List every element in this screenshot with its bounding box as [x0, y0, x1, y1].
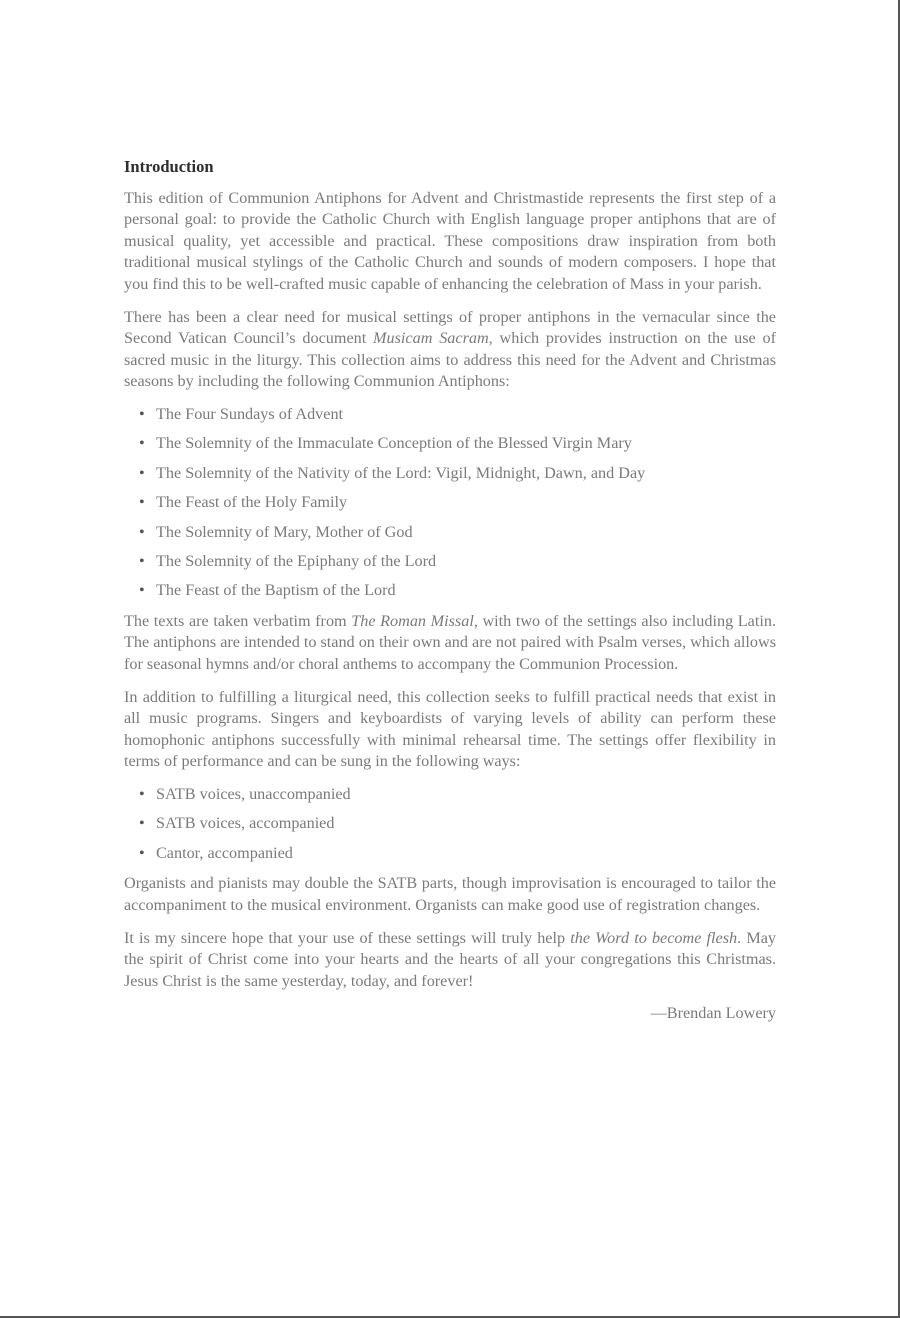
- bullet-icon: •: [139, 463, 145, 482]
- feast-label: The Solemnity of the Epiphany of the Lord: [156, 551, 437, 570]
- feast-label: The Solemnity of the Nativity of the Lord: Vigil, Midnight, Dawn, and Day: [156, 463, 646, 482]
- bullet-icon: •: [139, 404, 145, 423]
- feast-list-item: [124, 551, 776, 573]
- book-title-roman-missal: The Roman Missal: [351, 611, 474, 630]
- paragraph-need: [124, 307, 776, 393]
- feast-list: [124, 404, 776, 602]
- feast-label: The Four Sundays of Advent: [156, 404, 344, 423]
- performance-option-item: [124, 813, 776, 835]
- paragraph-closing-text-2: . May the spirit of Christ come into your hearts and the hearts of all your congregations this Christmas. Jesus Christ is the same yesterday, today, and forever!: [124, 928, 777, 990]
- bullet-icon: •: [139, 581, 145, 600]
- bullet-icon: •: [139, 551, 145, 570]
- bullet-icon: •: [139, 522, 145, 541]
- feast-list-item: [124, 522, 776, 544]
- paragraph-closing: [124, 928, 776, 993]
- paragraph-need-text-2: , which provides instruction on the use of sacred music in the liturgy. This collection aims to address this need for the Advent and Christmas seasons by including the following Communion Antiphons:: [124, 329, 776, 391]
- performance-option-label: Cantor, accompanied: [156, 843, 293, 862]
- paragraph-purpose: This edition of Communion Antiphons for Advent and Christmastide represents the first step of a personal goal: to provide the Catholic Church with English language proper antiphons that are of musical quality, yet accessible and practical. These compositions draw inspiration from both traditional musical stylings of the Catholic Church and sounds of modern composers. I hope that you find this to be well-crafted music capable of enhancing the celebration of Mass in your parish.: [124, 188, 776, 293]
- feast-list-item: [124, 492, 776, 514]
- paragraph-need-text-1: There has been a clear need for musical settings of proper antiphons in the vernacular since the Second Vatican Council’s document: [124, 307, 776, 348]
- feast-label: The Solemnity of the Immaculate Conception of the Blessed Virgin Mary: [156, 434, 632, 453]
- paragraph-accompaniment: Organists and pianists may double the SATB parts, though improvisation is encouraged to tailor the accompaniment to the musical environment. Organists can make good use of registration changes.: [124, 874, 776, 914]
- paragraph-texts-source-text-1: The texts are taken verbatim from: [124, 611, 352, 630]
- paragraph-practical-needs: In addition to fulfilling a liturgical need, this collection seeks to fulfill practical needs that exist in all music programs. Singers and keyboardists of varying levels of ability can perform these homophonic antiphons successfully with minimal rehearsal time. The settings offer flexibility in terms of performance and can be sung in the following ways:: [124, 687, 776, 771]
- paragraph-texts-source: [124, 611, 776, 676]
- feast-list-item: [124, 580, 776, 602]
- introduction-section: [124, 156, 776, 1025]
- paragraph-texts-source-text-2: , with two of the settings also including Latin. The antiphons are intended to stand on their own and are not paired with Psalm verses, which allows for seasonal hymns and/or choral anthems to accompany the Communion Procession.: [124, 611, 777, 674]
- performance-option-item: [124, 843, 776, 865]
- performance-option-item: [124, 784, 776, 806]
- feast-list-item: [124, 463, 776, 485]
- phrase-word-become-flesh: the Word to become flesh: [570, 928, 738, 947]
- bullet-icon: •: [139, 493, 145, 512]
- performance-options-list: [124, 784, 776, 864]
- feast-label: The Feast of the Holy Family: [156, 493, 348, 512]
- section-heading: Introduction: [124, 157, 214, 176]
- paragraph-closing-text-1: It is my sincere hope that your use of these settings will truly help: [124, 928, 571, 947]
- performance-option-label: SATB voices, unaccompanied: [156, 785, 351, 804]
- bullet-icon: •: [139, 785, 145, 804]
- feast-label: The Solemnity of Mary, Mother of God: [156, 522, 413, 541]
- author-signature: —Brendan Lowery: [650, 1004, 776, 1023]
- bullet-icon: •: [139, 434, 145, 453]
- performance-option-label: SATB voices, accompanied: [156, 814, 335, 833]
- feast-list-item: [124, 404, 776, 426]
- document-title-musicam-sacram: Musicam Sacram: [373, 329, 489, 348]
- bullet-icon: •: [139, 843, 145, 862]
- feast-list-item: [124, 433, 776, 455]
- feast-label: The Feast of the Baptism of the Lord: [156, 581, 396, 600]
- bullet-icon: •: [139, 814, 145, 833]
